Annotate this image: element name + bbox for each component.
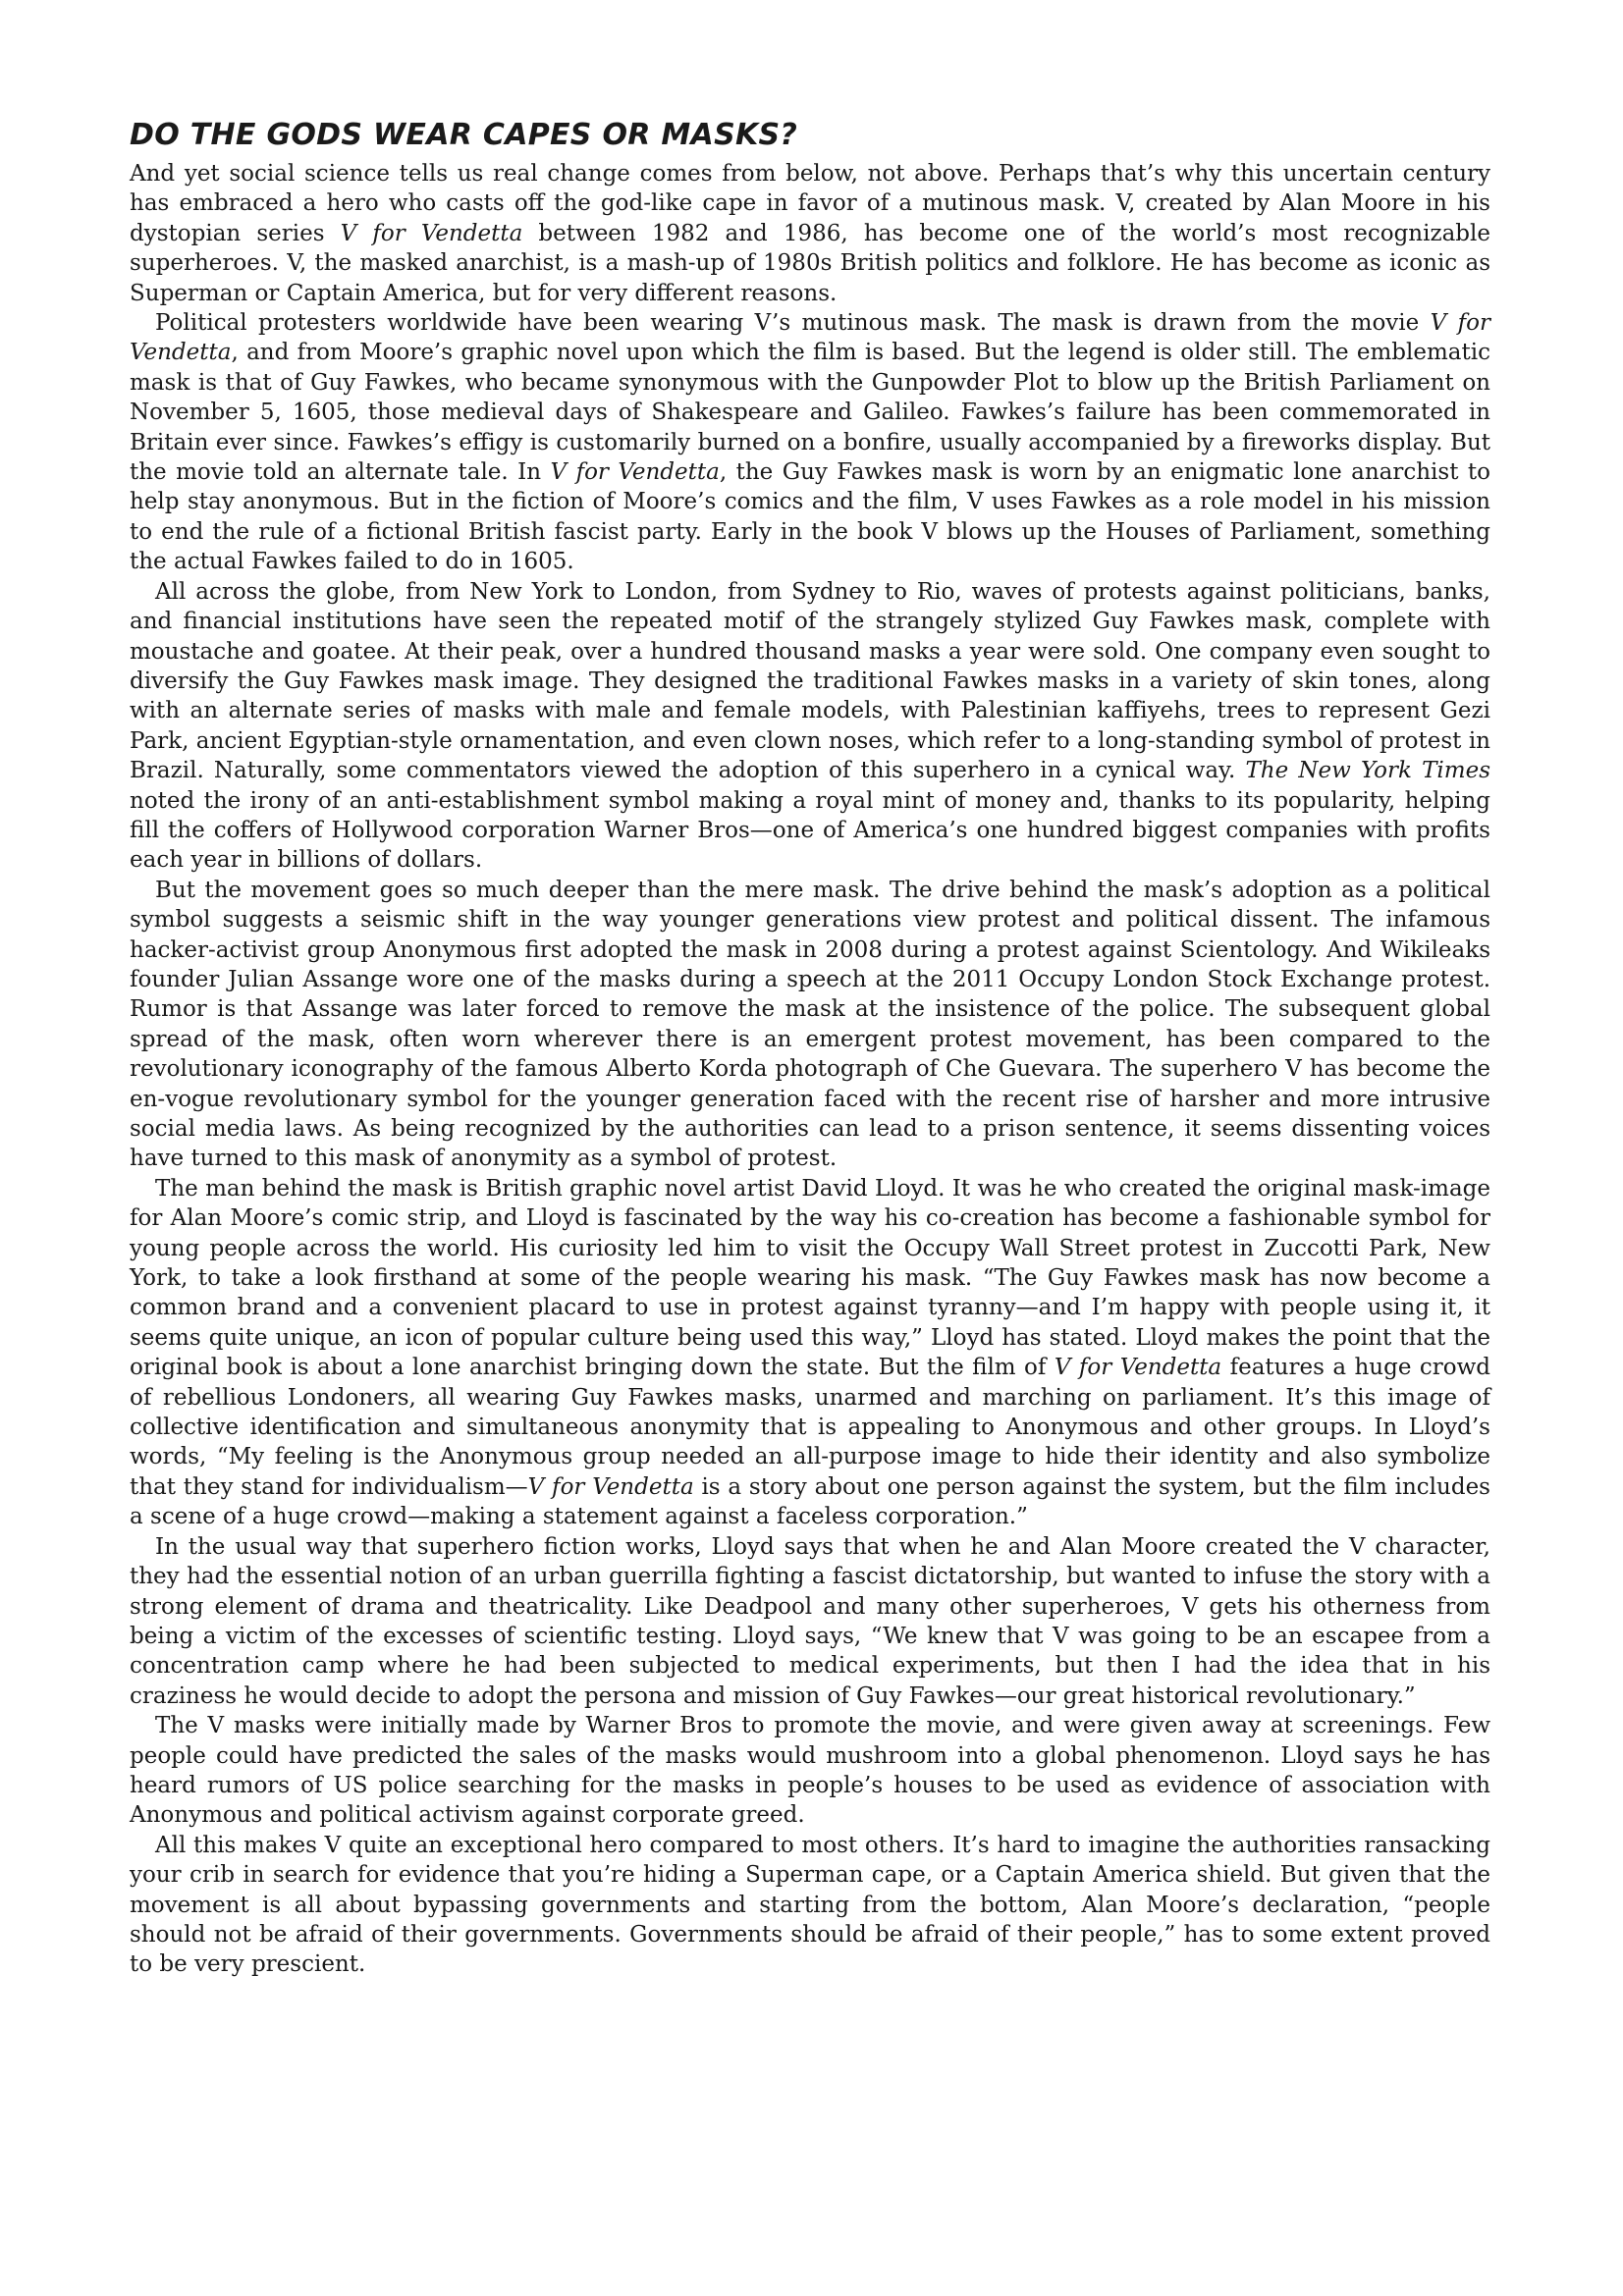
text-run: , and from Moore’s graphic novel upon which the film is based. But the legend is older still. The emblematic mask is that of Guy Fawkes, who became synonymous with the Gunpowder Plot to blow up the British Parliament on November 5, 1605, those medieval days of Shakespeare and Galileo. Fawkes’s failure has been commemorated in Britain ever since. Fawkes’s effigy is customarily burned on a bonfire, usually accompanied by a fireworks display. But the movie told an alternate tale. In xyxy=(130,340,1490,486)
paragraph xyxy=(130,1174,1490,1532)
paragraph xyxy=(130,577,1490,876)
text-run: But the movement goes so much deeper than the mere mask. The drive behind the mask’s adoption as a political symbol suggests a seismic shift in the way younger generations view protest and political dissent. The infamous hacker-activist group Anonymous first adopted the mask in 2008 during a protest against Scientology. And Wikileaks founder Julian Assange wore one of the masks during a speech at the 2011 Occupy London Stock Exchange protest. Rumor is that Assange was later forced to remove the mask at the insistence of the police. The subsequent global spread of the mask, often worn wherever there is an emergent protest movement, has been compared to the revolutionary iconography of the famous Alberto Korda photograph of Che Guevara. The superhero V has become the en-vogue revolutionary symbol for the younger generation faced with the recent rise of harsher and more intrusive social media laws. As being recognized by the authorities can lead to a prison sentence, it seems dissenting voices have turned to this mask of anonymity as a symbol of protest. xyxy=(130,877,1490,1172)
document-page xyxy=(130,116,1490,1980)
italic-title: V for Vendetta xyxy=(340,220,523,246)
paragraph xyxy=(130,1711,1490,1831)
text-run: between 1982 and 1986, has become one of the world’s most recognizable superheroes. V, the masked anarchist, is a mash-up of 1980s British politics and folklore. He has become as iconic as Superman or Captain America, but for very different reasons. xyxy=(130,220,1490,306)
paragraph xyxy=(130,308,1490,577)
paragraph xyxy=(130,159,1490,308)
text-run: And yet social science tells us real change comes from below, not above. Perhaps that’s why this uncertain century has embraced a hero who casts off the god-like cape in favor of a mutinous mask. V, created by Alan Moore in his dystopian series xyxy=(130,161,1490,246)
paragraph xyxy=(130,876,1490,1174)
text-run: All this makes V quite an exceptional hero compared to most others. It’s hard to imagine the authorities ransacking your crib in search for evidence that you’re hiding a Superman cape, or a Captain America shield. But given that the movement is all about bypassing governments and starting from the bottom, Alan Moore’s declaration, “people should not be afraid of their governments. Governments should be afraid of their people,” has to some extent proved to be very prescient. xyxy=(130,1832,1490,1978)
text-run: The man behind the mask is British graphic novel artist David Lloyd. It was he who created the original mask-image for Alan Moore’s comic strip, and Lloyd is fascinated by the way his co-creation has become a fashionable symbol for young people across the world. His curiosity led him to visit the Occupy Wall Street protest in Zuccotti Park, New York, to take a look firsthand at some of the people wearing his mask. “The Guy Fawkes mask has now become a common brand and a convenient placard to use in protest against tyranny—and I’m happy with people using it, it seems quite unique, an icon of popular culture being used this way,” Lloyd has stated. Lloyd makes the point that the original book is about a lone anarchist bringing down the state. But the film of xyxy=(130,1175,1490,1381)
text-run: is a story about one person against the system, but the film includes a scene of a huge crowd—making a statement against a faceless corporation.” xyxy=(130,1473,1490,1530)
text-run: noted the irony of an anti-establishment symbol making a royal mint of money and, thanks to its popularity, helping fill the coffers of Hollywood corporation Warner Bros—one of America’s one hundred biggest companies with profits each year in billions of dollars. xyxy=(130,787,1490,874)
text-run: Political protesters worldwide have been wearing V’s mutinous mask. The mask is drawn from the movie xyxy=(155,310,1431,337)
text-run: All across the globe, from New York to London, from Sydney to Rio, waves of protests against politicians, banks, and financial institutions have seen the repeated motif of the strangely stylized Guy Fawkes mask, complete with moustache and goatee. At their peak, over a hundred thousand masks a year were sold. One company even sought to diversify the Guy Fawkes mask image. They designed the traditional Fawkes masks in a variety of skin tones, along with an alternate series of masks with male and female models, with Palestinian kaffiyehs, trees to represent Gezi Park, ancient Egyptian-style ornamentation, and even clown noses, which refer to a long-standing symbol of protest in Brazil. Naturally, some commentators viewed the adoption of this superhero in a cynical way. xyxy=(130,578,1490,784)
text-run: features a huge crowd of rebellious Londoners, all wearing Guy Fawkes masks, unarmed and marching on parliament. It’s this image of collective identification and simultaneous anonymity that is appealing to Anonymous and other groups. In Lloyd’s words, “My feeling is the Anonymous group needed an all-purpose image to hide their identity and also symbolize that they stand for individualism— xyxy=(130,1355,1491,1500)
italic-title: V for Vendetta xyxy=(527,1473,694,1500)
paragraph xyxy=(130,1532,1490,1711)
italic-title: The New York Times xyxy=(1245,758,1491,784)
text-run: In the usual way that superhero fiction works, Lloyd says that when he and Alan Moore created the V character, they had the essential notion of an urban guerrilla fighting a fascist dictatorship, but wanted to infuse the story with a strong element of drama and theatricality. Like Deadpool and many other superheroes, V gets his otherness from being a victim of the excesses of scientific testing. Lloyd says, “We knew that V was going to be an escapee from a concentration camp where he had been subjected to medical experiments, but then I had the idea that in his craziness he would decide to adopt the persona and mission of Guy Fawkes—our great historical revolutionary.” xyxy=(130,1533,1490,1709)
italic-title: V for Vendetta xyxy=(130,310,1490,366)
italic-title: V for Vendetta xyxy=(1054,1355,1222,1381)
paragraph xyxy=(130,1831,1490,1980)
italic-title: V for Vendetta xyxy=(550,459,720,486)
article-heading: DO THE GODS WEAR CAPES OR MASKS? xyxy=(130,118,798,152)
text-run: , the Guy Fawkes mask is worn by an enigmatic lone anarchist to help stay anonymous. But in the fiction of Moore’s comics and the film, V uses Fawkes as a role model in his mission to end the rule of a fictional British fascist party. Early in the book V blows up the Houses of Parliament, something the actual Fawkes failed to do in 1605. xyxy=(130,459,1490,575)
article-body xyxy=(130,159,1490,1980)
text-run: The V masks were initially made by Warner Bros to promote the movie, and were given away at screenings. Few people could have predicted the sales of the masks would mushroom into a global phenomenon. Lloyd says he has heard rumors of US police searching for the masks in people’s houses to be used as evidence of association with Anonymous and political activism against corporate greed. xyxy=(130,1713,1490,1829)
